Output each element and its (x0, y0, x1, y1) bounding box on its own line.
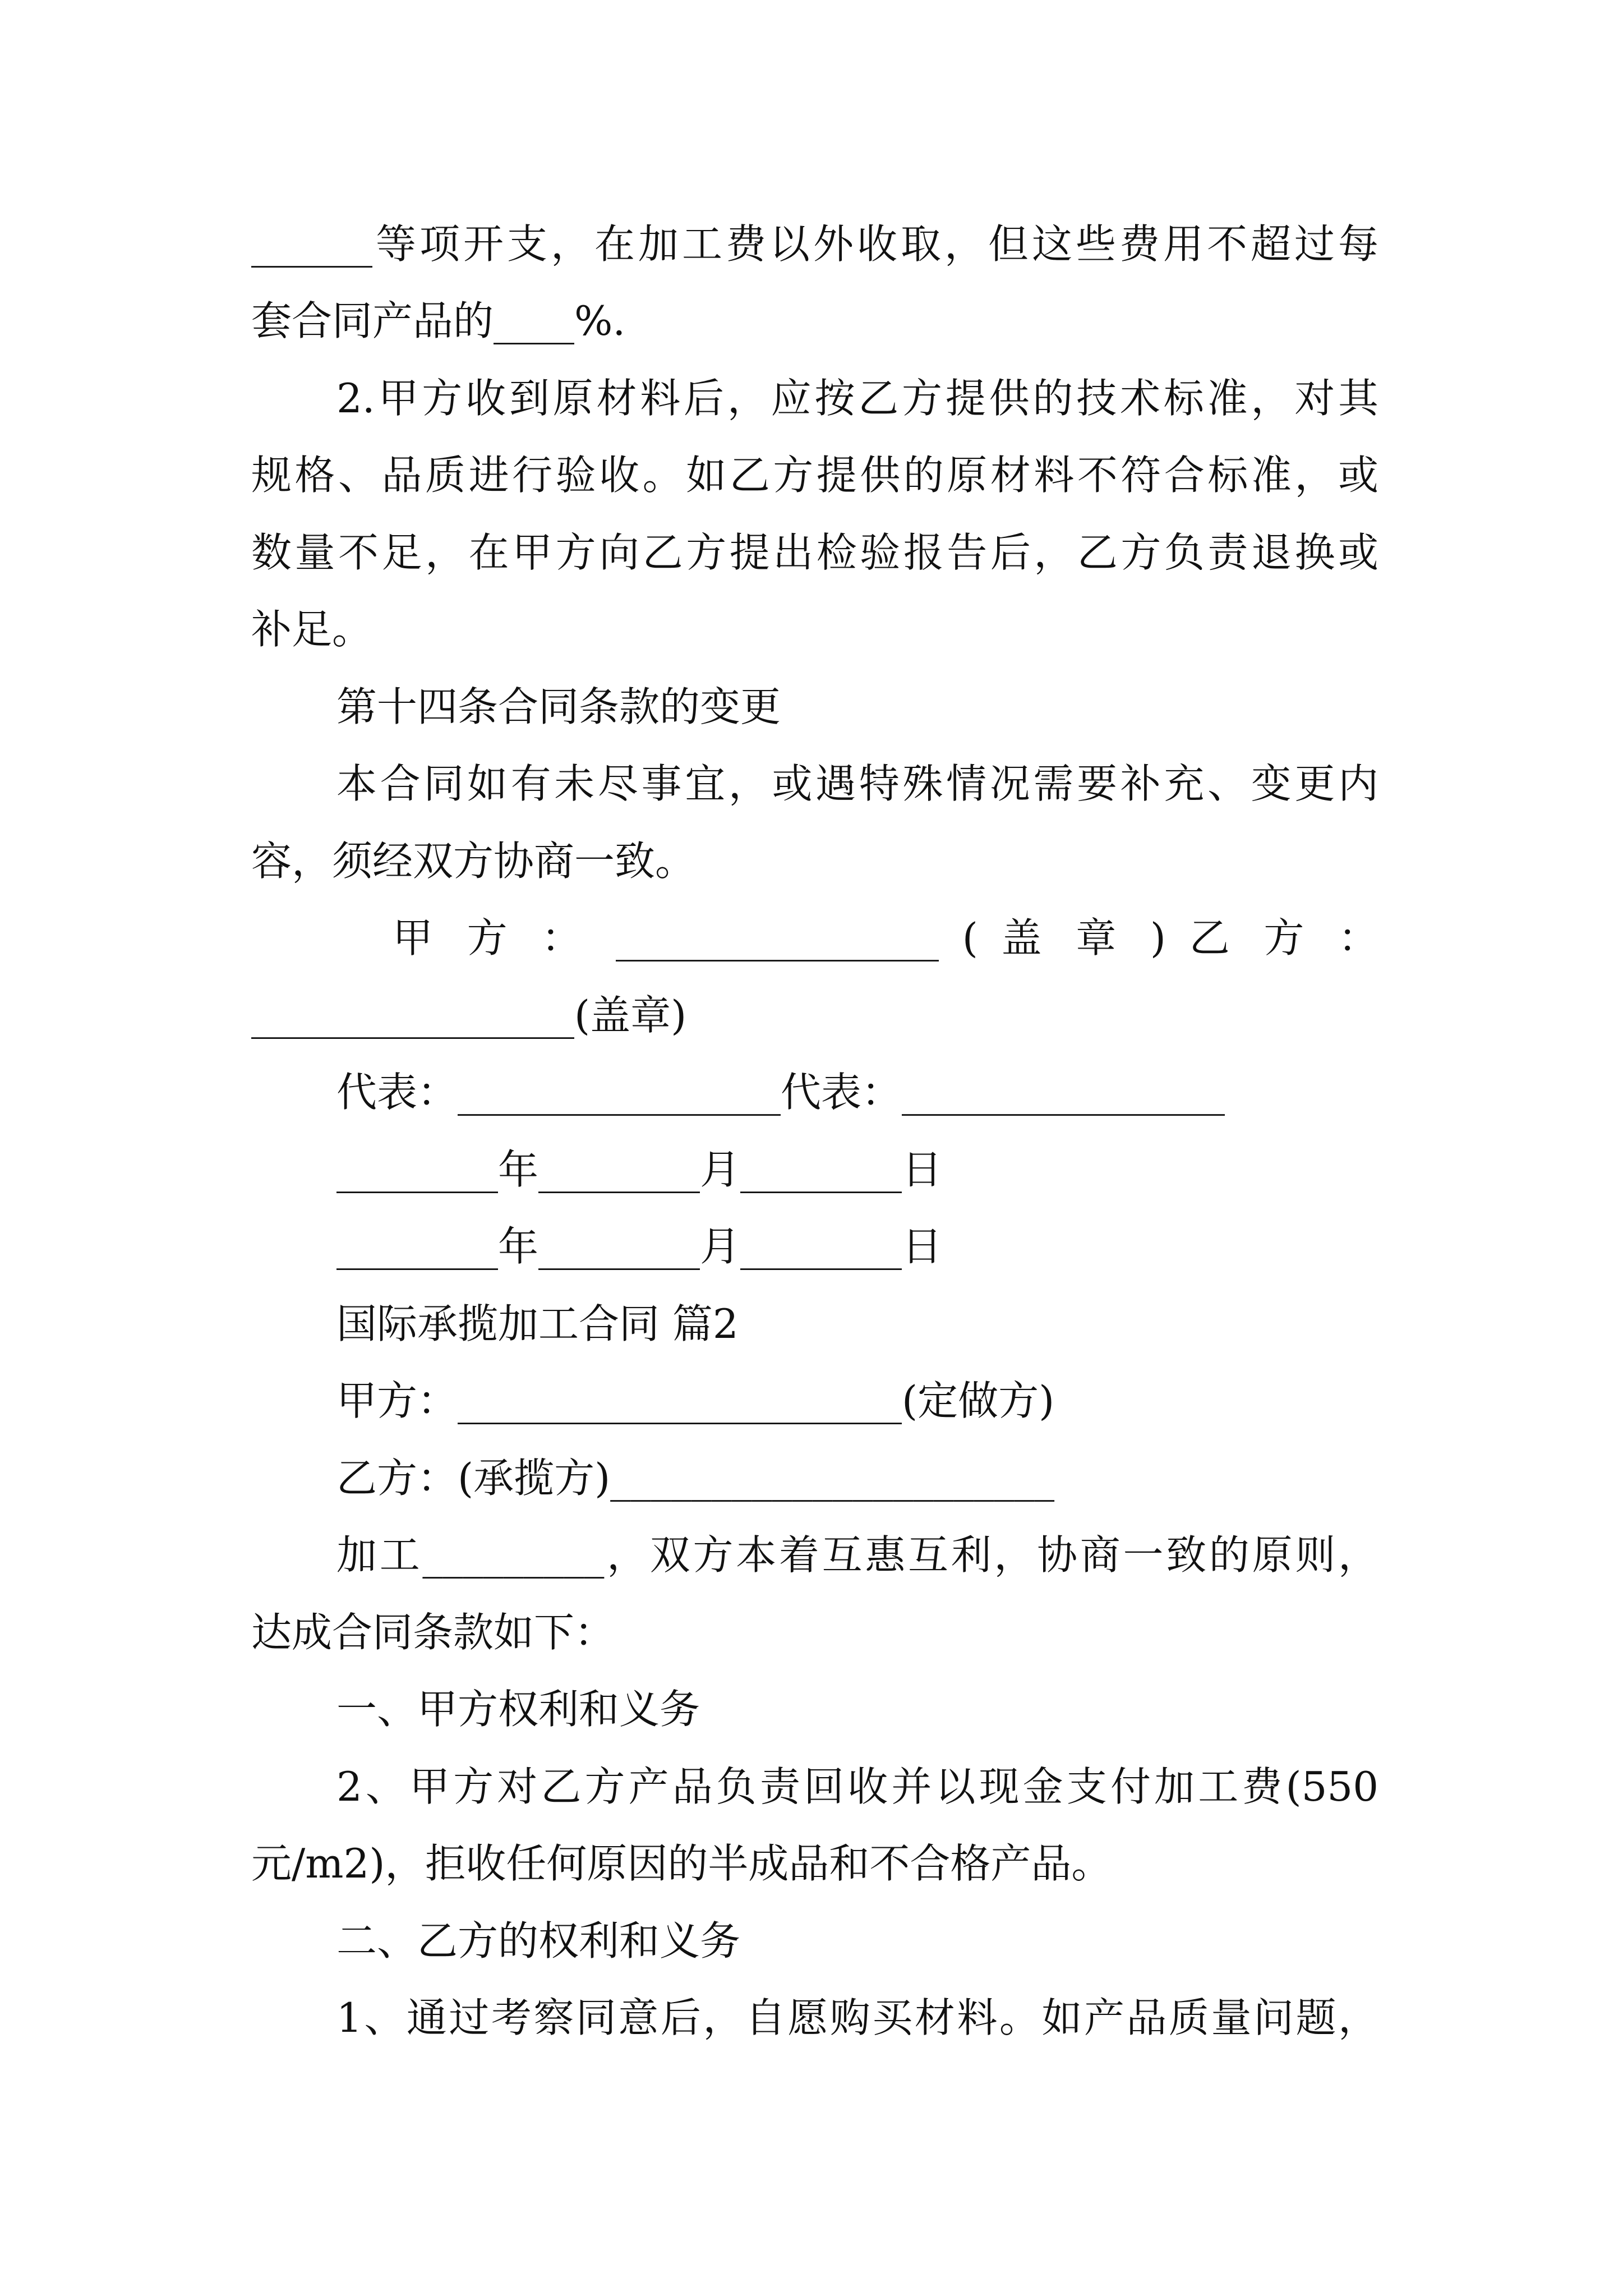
section-heading: 第十四条合同条款的变更 (336, 683, 781, 730)
paragraph-line: 1、通过考察同意后，自愿购买材料。如产品质量问题， (336, 1994, 1378, 2041)
paragraph-line: ______等项开支，在加工费以外收取，但这些费用不超过每 (251, 220, 1378, 268)
signature-line-parties: 甲 方 ： ________________ ( 盖 章 ) 乙 方 ： (393, 914, 1378, 961)
party-a-line: 甲方：______________________(定做方) (336, 1377, 1055, 1424)
paragraph-line: 数量不足，在甲方向乙方提出检验报告后，乙方负责退换或 (251, 529, 1378, 576)
paragraph-line: 达成合同条款如下： (251, 1609, 615, 1656)
paragraph-line: 加工_________，双方本着互惠互利，协商一致的原则， (336, 1531, 1378, 1579)
section-heading: 二、乙方的权利和义务 (336, 1917, 741, 1964)
paragraph-line: 容，须经双方协商一致。 (251, 838, 696, 885)
section-heading: 国际承揽加工合同 篇2 (336, 1300, 739, 1347)
paragraph-line: 套合同产品的____%. (251, 297, 626, 344)
paragraph-line: 规格、品质进行验收。如乙方提供的原材料不符合标准，或 (251, 452, 1378, 499)
section-heading: 一、甲方权利和义务 (336, 1686, 700, 1733)
party-b-line: 乙方：(承揽方)______________________ (336, 1455, 1055, 1502)
paragraph-line: 2.甲方收到原材料后，应按乙方提供的技术标准，对其 (336, 375, 1378, 422)
paragraph-line: 2、甲方对乙方产品负责回收并以现金支付加工费(550 (336, 1763, 1378, 1810)
representative-line: 代表：________________代表：________________ (336, 1069, 1225, 1116)
date-line: ________年________月________日 (336, 1223, 942, 1270)
paragraph-line: 元/m2)，拒收任何原因的半成品和不合格产品。 (251, 1840, 1112, 1887)
date-line: ________年________月________日 (336, 1146, 942, 1193)
signature-line-seal: ________________(盖章) (251, 992, 687, 1039)
paragraph-line: 补足。 (251, 606, 373, 653)
paragraph-line: 本合同如有未尽事宜，或遇特殊情况需要补充、变更内 (336, 760, 1378, 807)
